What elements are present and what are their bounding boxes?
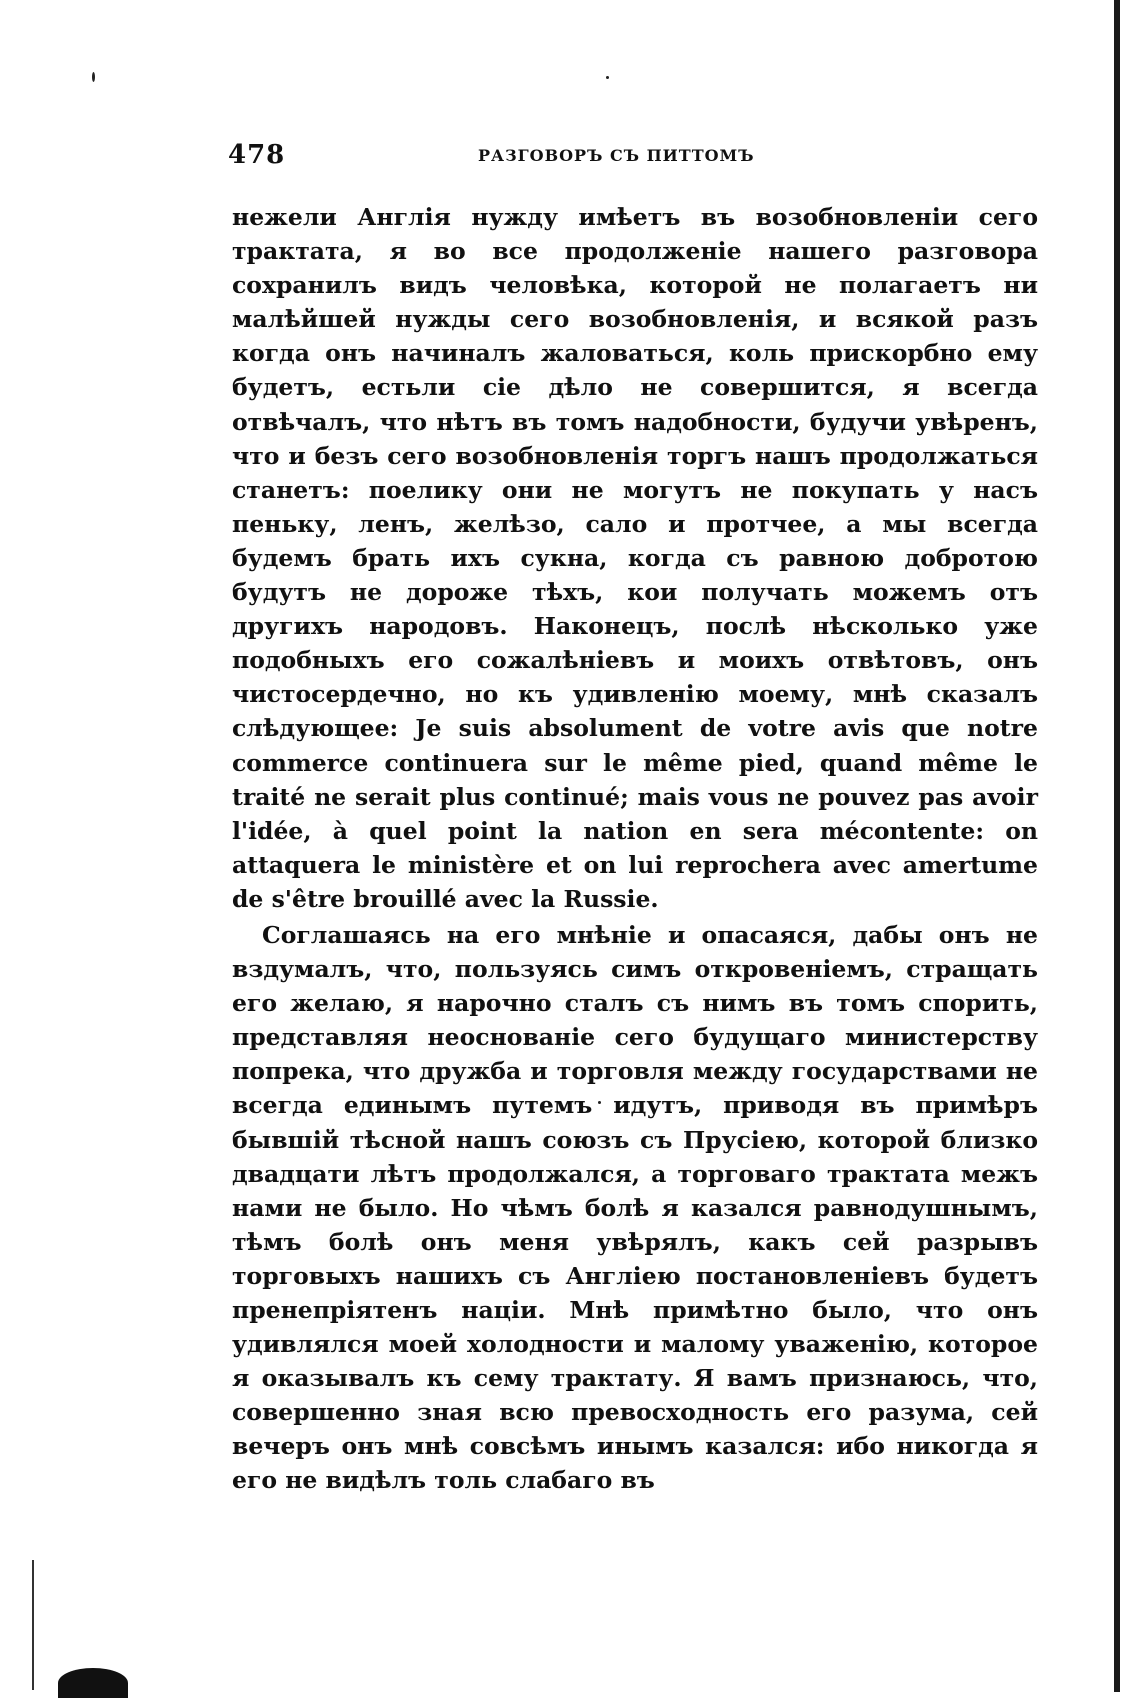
page-header <box>228 140 1048 180</box>
paragraph: нежели Англія нужду имѣетъ въ возобновленіи сего трактата, я во все продолженіе нашего разговора сохранилъ видъ человѣка, которой не полагаетъ ни малѣйшей нужды сего возобновленія, и всякой разъ когда онъ начиналъ жаловаться, коль прискорбно ему будетъ, естьли сіе дѣло не совершится, я всегда отвѣчалъ, что нѣтъ въ томъ надобности, будучи увѣренъ, что и безъ сего возобновленія торгъ нашъ продолжаться станетъ: поелику они не могутъ не покупать у насъ пеньку, ленъ, желѣзо, сало и протчее, а мы всегда будемъ брать ихъ сукна, когда съ равною добротою будутъ не дороже тѣхъ, кои получать можемъ отъ другихъ народовъ. Наконецъ, послѣ нѣсколько уже подобныхъ его сожалѣніевъ и моихъ отвѣтовъ, онъ чистосердечно, но къ удивленію моему, мнѣ сказалъ слѣдующее: Je suis absolument de votre avis que notre commerce continuera sur le même pied, quand même le traité ne serait plus continué; mais vous ne pouvez pas avoir l'idée, à quel point la nation en sera mécontente: on attaquera le ministère et on lui reprochera avec amertume de s'être brouillé avec la Russie. <box>232 203 1038 913</box>
body-text <box>232 200 1038 1498</box>
page-number: 478 <box>228 140 286 170</box>
scan-speck <box>92 72 95 82</box>
page-edge-shadow <box>1114 0 1120 1692</box>
paragraph: Соглашаясь на его мнѣніе и опасаяся, дабы онъ не вздумалъ, что, пользуясь симъ откровеніемъ, стращать его желаю, я нарочно сталъ съ нимъ въ томъ спорить, представляя неоснованіе сего будущаго министерству попрека, что дружба и торговля между государствами не всегда единымъ путемъ идутъ, приводя въ примѣръ бывшій тѣсной нашъ союзъ съ Прусіею, которой близко двадцати лѣтъ продолжался, а торговаго трактата межъ нами не было. Но чѣмъ болѣ я казался равнодушнымъ, тѣмъ болѣ онъ меня увѣрялъ, какъ сей разрывъ торговыхъ нашихъ съ Англіею постановленіевъ будетъ пренепріятенъ націи. Мнѣ примѣтно было, что онъ удивлялся моей холодности и малому уваженію, которое я оказывалъ къ сему трактату. Я вамъ признаюсь, что, совершенно зная всю превосходность его разума, сей вечеръ онъ мнѣ совсѣмъ инымъ казался: ибо никогда я его не видѣлъ толь слабаго въ <box>232 920 1038 1495</box>
binding-shadow <box>32 1560 34 1690</box>
ink-blot <box>58 1668 128 1698</box>
running-head: РАЗГОВОРЪ СЪ ПИТТОМЪ <box>478 146 755 165</box>
scan-speck <box>606 76 609 79</box>
